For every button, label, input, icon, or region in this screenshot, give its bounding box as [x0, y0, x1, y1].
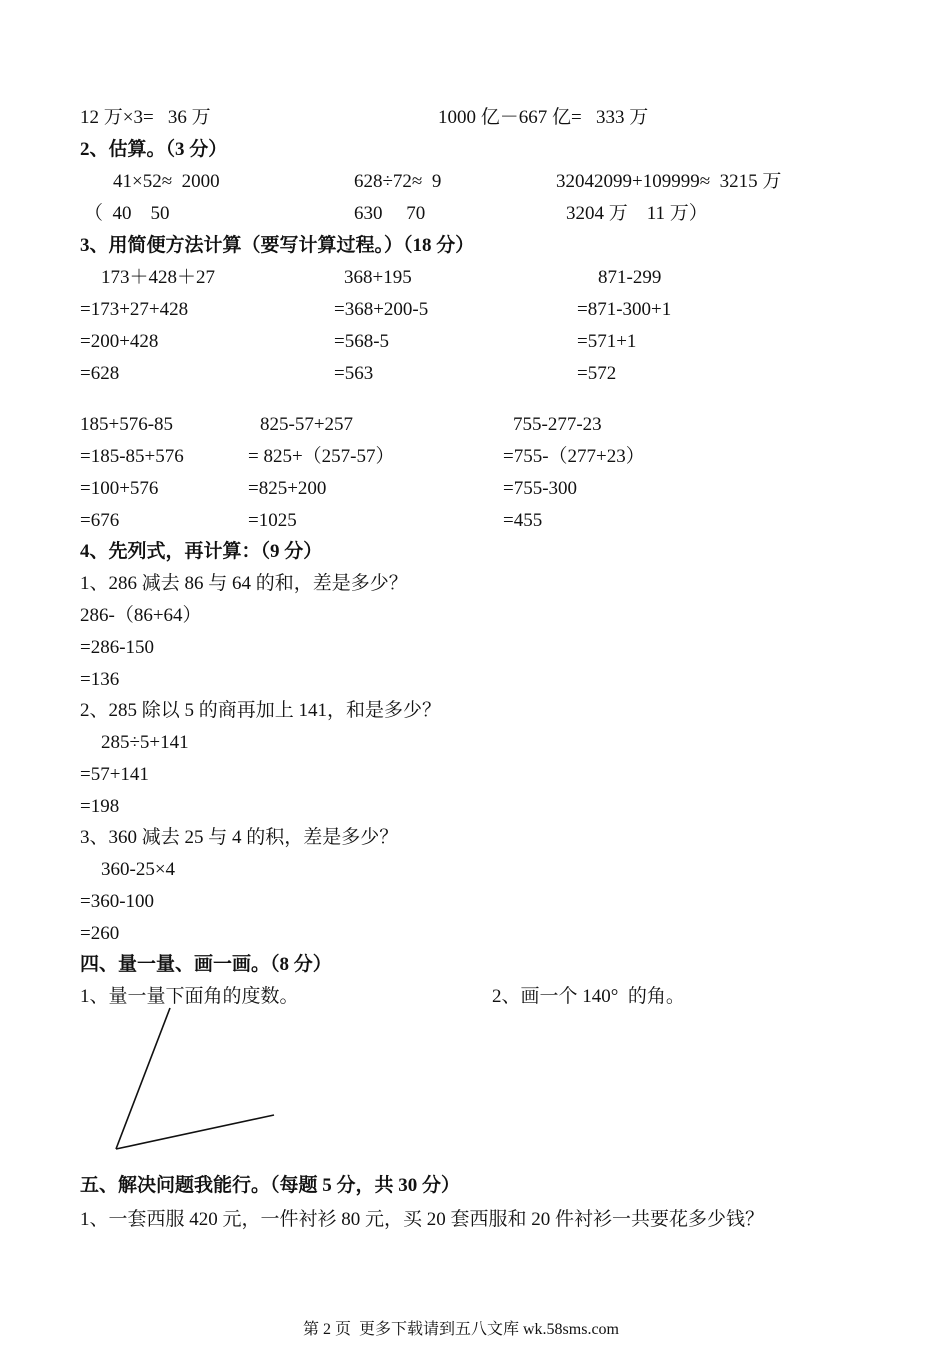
sec4-q1-line: =136	[80, 669, 120, 690]
page-footer: 第 2 页 更多下载请到五八文库 wk.58sms.com	[303, 1321, 620, 1338]
sec3-g2-c3-line: =755-（277+23）	[503, 446, 645, 467]
sec3-g2-c3-line: 755-277-23	[513, 414, 602, 435]
sec2-r2-c: 3204 万 11 万）	[566, 203, 708, 224]
sec4-q2-line: 285÷5+141	[101, 732, 189, 753]
sec2-r2-b: 630 70	[354, 203, 426, 224]
sec3-g2-c2-line: 825-57+257	[260, 414, 354, 435]
sec3-g2-c2-line: = 825+（257-57）	[248, 446, 395, 467]
sec3-g1-c3-line: =871-300+1	[577, 299, 672, 320]
row1-left: 12 万×3= 36 万	[80, 107, 211, 128]
part5-title: 五、解决问题我能行。（每题 5 分，共 30 分）	[80, 1175, 461, 1196]
sec3-g2-c1-line: =100+576	[80, 478, 159, 499]
sec2-r1-b: 628÷72≈ 9	[354, 171, 442, 192]
sec4-q3-line: 360-25×4	[101, 859, 176, 880]
sec4-title: 4、先列式，再计算：（9 分）	[80, 541, 323, 562]
sec2-r2-a: （ 40 50	[84, 203, 170, 224]
sec3-g2-c1-line: 185+576-85	[80, 414, 174, 435]
sec3-g2-c3-line: =455	[503, 510, 543, 531]
part4-draw-prompt: 2、画一个 140° 的角。	[492, 986, 685, 1007]
sec3-g1-c1-line: =200+428	[80, 331, 159, 352]
sec3-g1-c2-line: =368+200-5	[334, 299, 429, 320]
sec2-r1-a: 41×52≈ 2000	[113, 171, 220, 192]
sec3-g1-c2-line: =568-5	[334, 331, 390, 352]
sec3-g1-c3-line: 871-299	[598, 267, 662, 288]
sec4-q2-line: =57+141	[80, 764, 149, 785]
sec3-g1-c3-line: =572	[577, 363, 617, 384]
sec3-g1-c1-line: 173＋428＋27	[101, 267, 216, 288]
sec3-g2-c1-line: =185-85+576	[80, 446, 184, 467]
part5-q1: 1、一套西服 420 元，一件衬衫 80 元，买 20 套西服和 20 件衬衫一共要花多少钱？	[80, 1209, 765, 1230]
sec3-g2-c3-line: =755-300	[503, 478, 578, 499]
sec4-q2-line: =198	[80, 796, 120, 817]
sec3-g1-c1-line: =173+27+428	[80, 299, 189, 320]
sec4-q1-line: =286-150	[80, 637, 155, 658]
sec4-q3-line: =360-100	[80, 891, 155, 912]
sec3-g2-c2-line: =825+200	[248, 478, 327, 499]
sec2-title: 2、估算。（3 分）	[80, 139, 228, 160]
part4-measure-prompt: 1、量一量下面角的度数。	[80, 986, 299, 1007]
sec3-g1-c2-line: 368+195	[344, 267, 412, 288]
part4-title: 四、量一量、画一画。（8 分）	[80, 954, 332, 975]
sec4-q1-line: 286-（86+64）	[80, 605, 202, 626]
angle-ray-upper	[116, 1008, 170, 1149]
sec4-q2-question: 2、285 除以 5 的商再加上 141，和是多少？	[80, 700, 442, 721]
sec3-g2-c1-line: =676	[80, 510, 120, 531]
sec3-g1-c1-line: =628	[80, 363, 120, 384]
sec4-q3-question: 3、360 减去 25 与 4 的积，差是多少？	[80, 827, 399, 848]
sec3-g1-c2-line: =563	[334, 363, 374, 384]
sec4-q3-line: =260	[80, 923, 120, 944]
row1-right: 1000 亿－667 亿= 333 万	[438, 107, 649, 128]
angle-ray-lower	[116, 1115, 274, 1149]
sec3-g1-c3-line: =571+1	[577, 331, 637, 352]
sec2-r1-c: 32042099+109999≈ 3215 万	[556, 171, 782, 192]
sec3-title: 3、用简便方法计算（要写计算过程。）（18 分）	[80, 235, 475, 256]
sec3-g2-c2-line: =1025	[248, 510, 297, 531]
sec4-q1-question: 1、286 减去 86 与 64 的和，差是多少？	[80, 573, 408, 594]
